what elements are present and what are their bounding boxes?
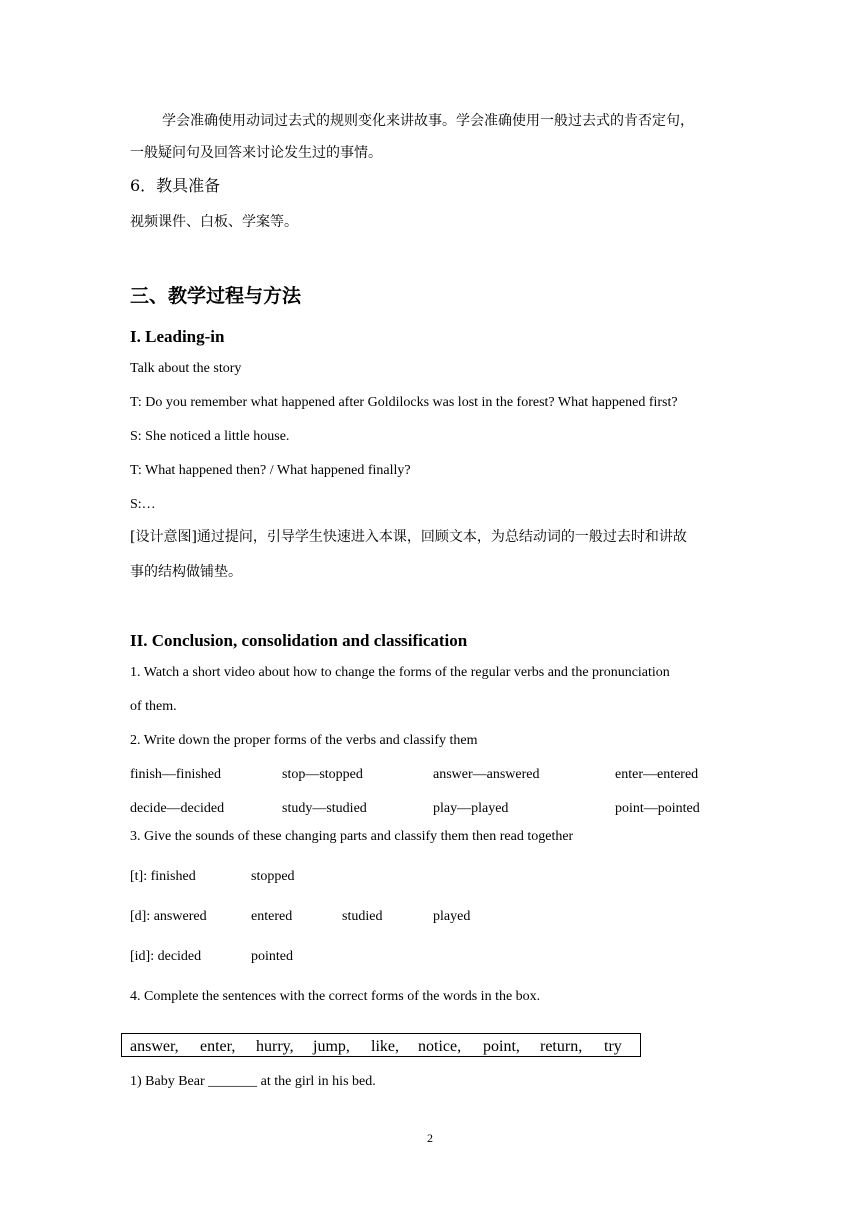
verb-pair: answer—answered <box>433 767 540 782</box>
page-number: 2 <box>427 1131 433 1145</box>
verb-pair: enter—entered <box>615 767 699 782</box>
leadin-heading: I. Leading-in <box>130 327 225 346</box>
word-box <box>121 1033 641 1057</box>
leadin-line: S:… <box>130 497 156 512</box>
word-box-item: jump, <box>313 1038 350 1055</box>
word-box-item: notice, <box>418 1038 462 1055</box>
leadin-line: T: Do you remember what happened after Goldilocks was lost in the forest? What happened first? <box>130 395 678 410</box>
verb-pair: play—played <box>433 801 509 816</box>
design-intent-line2: 事的结构做铺垫。 <box>130 564 242 580</box>
item1-line1: 1. Watch a short video about how to change the forms of the regular verbs and the pronunciation <box>130 665 670 680</box>
sound-d-word: [d]: answered <box>130 909 207 924</box>
word-box-item: point, <box>483 1038 520 1055</box>
part2-heading: II. Conclusion, consolidation and classification <box>130 631 468 650</box>
leadin-line: S: She noticed a little house. <box>130 429 290 444</box>
sound-d-word: entered <box>251 909 293 924</box>
item1-line2: of them. <box>130 699 177 714</box>
verb-pair: study—studied <box>282 801 367 816</box>
verb-pair: decide—decided <box>130 801 225 816</box>
leadin-line: T: What happened then? / What happened finally? <box>130 463 411 478</box>
word-box-item: hurry, <box>256 1038 294 1055</box>
section-6-text: 视频课件、白板、学案等。 <box>130 214 298 230</box>
section-6-heading: 6．教具准备 <box>130 176 221 195</box>
sound-t-word: [t]: finished <box>130 869 196 884</box>
verb-pair: finish—finished <box>130 767 221 782</box>
section-3-heading: 三、教学过程与方法 <box>130 285 302 307</box>
verb-pair: point—pointed <box>615 801 700 816</box>
sound-d-word: played <box>433 909 471 924</box>
objective-text-line1: 学会准确使用动词过去式的规则变化来讲故事。学会准确使用一般过去式的肯否定句， <box>162 113 694 129</box>
word-box-item: return, <box>540 1038 583 1055</box>
sound-t-word: stopped <box>251 869 295 884</box>
sound-id-word: pointed <box>251 949 293 964</box>
word-box-item: like, <box>371 1038 399 1055</box>
word-box-item: enter, <box>200 1038 236 1055</box>
leadin-line: Talk about the story <box>130 361 242 376</box>
word-box-item: answer, <box>130 1038 179 1055</box>
sound-id-word: [id]: decided <box>130 949 202 964</box>
word-box-item: try <box>604 1038 622 1055</box>
item3-text: 3. Give the sounds of these changing parts and classify them then read together <box>130 829 574 844</box>
item2-text: 2. Write down the proper forms of the verbs and classify them <box>130 733 478 748</box>
sound-d-word: studied <box>342 909 383 924</box>
exercise-sentence: 1) Baby Bear _______ at the girl in his bed. <box>130 1074 376 1089</box>
verb-pair: stop—stopped <box>282 767 363 782</box>
objective-text-line2: 一般疑问句及回答来讨论发生过的事情。 <box>130 145 382 161</box>
item4-text: 4. Complete the sentences with the correct forms of the words in the box. <box>130 989 541 1004</box>
design-intent-line1: [设计意图]通过提问，引导学生快速进入本课，回顾文本，为总结动词的一般过去时和讲故 <box>130 529 687 545</box>
